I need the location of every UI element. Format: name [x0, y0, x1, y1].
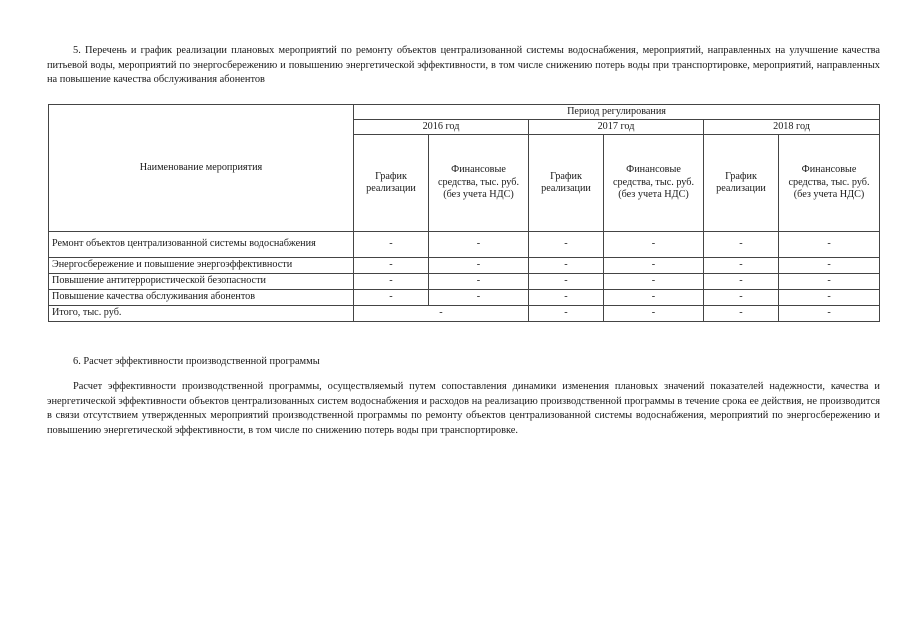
- finance-subheader: Финансовые средства, тыс. руб. (без учета НДС): [779, 135, 880, 232]
- table-cell: -: [429, 232, 529, 258]
- schedule-subheader: График реализации: [704, 135, 779, 232]
- table-cell: -: [354, 290, 429, 306]
- year-header-2018: 2018 год: [704, 120, 880, 135]
- table-cell: -: [354, 232, 429, 258]
- total-row: [49, 306, 880, 322]
- period-header: Период регулирования: [354, 105, 880, 120]
- row-name: Повышение антитеррористической безопасности: [49, 274, 354, 290]
- table-cell: -: [604, 274, 704, 290]
- section-6-heading: 6. Расчет эффективности производственной программы: [73, 356, 320, 367]
- table-cell: -: [529, 290, 604, 306]
- total-cell: -: [604, 306, 704, 322]
- table-cell: -: [429, 290, 529, 306]
- table-cell: -: [704, 258, 779, 274]
- section-6-paragraph: Расчет эффективности производственной программы, осуществляемый путем сопоставления динамики изменения плановых значений показателей надежности, качества и энергетической эффективности объектов централизованных систем водоснабжения и расходов на реализацию производственной программы в течение срока ее действия, не производится в связи отсутствием утвержденных мероприятий производственной программы по ремонту объектов централизованной системы водоснабжения, мероприятий по энергосбережению и повышению энергетической эффективности, в том числе по снижению потерь воды при транспортировке.: [47, 381, 880, 436]
- table-cell: -: [529, 258, 604, 274]
- table-row: [49, 232, 880, 258]
- table-cell: -: [704, 290, 779, 306]
- finance-subheader: Финансовые средства, тыс. руб. (без учета НДС): [429, 135, 529, 232]
- table-cell: -: [604, 258, 704, 274]
- row-name: Энергосбережение и повышение энергоэффективности: [49, 258, 354, 274]
- total-cell: -: [529, 306, 604, 322]
- table-cell: -: [704, 232, 779, 258]
- year-header-2017: 2017 год: [529, 120, 704, 135]
- table-cell: -: [779, 290, 880, 306]
- total-cell: -: [704, 306, 779, 322]
- table-cell: -: [429, 274, 529, 290]
- table-cell: -: [704, 274, 779, 290]
- table-row: [49, 258, 880, 274]
- table-cell: -: [604, 232, 704, 258]
- row-name: Повышение качества обслуживания абонентов: [49, 290, 354, 306]
- table-row: [49, 274, 880, 290]
- total-label: Итого, тыс. руб.: [49, 306, 354, 322]
- measures-table: [48, 104, 880, 322]
- table-cell: -: [354, 258, 429, 274]
- table-cell: -: [429, 258, 529, 274]
- table-row: [49, 290, 880, 306]
- table-cell: -: [604, 290, 704, 306]
- table-cell: -: [529, 232, 604, 258]
- total-cell: -: [354, 306, 529, 322]
- row-name: Ремонт объектов централизованной системы водоснабжения: [49, 232, 354, 258]
- table-cell: -: [779, 274, 880, 290]
- table-cell: -: [779, 232, 880, 258]
- finance-subheader: Финансовые средства, тыс. руб. (без учета НДС): [604, 135, 704, 232]
- total-cell: -: [779, 306, 880, 322]
- year-header-2016: 2016 год: [354, 120, 529, 135]
- schedule-subheader: График реализации: [354, 135, 429, 232]
- table-cell: -: [354, 274, 429, 290]
- section-5-paragraph: 5. Перечень и график реализации плановых мероприятий по ремонту объектов централизованной системы водоснабжения, мероприятий, направленных на улучшение качества питьевой воды, мероприятий по энергосбережению и повышению энергетической эффективности, в том числе снижению потерь воды при транспортировке, мероприятий, направленных на повышение качества обслуживания абонентов: [47, 45, 880, 86]
- schedule-subheader: График реализации: [529, 135, 604, 232]
- name-column-header: Наименование мероприятия: [49, 105, 354, 232]
- table-cell: -: [529, 274, 604, 290]
- table-cell: -: [779, 258, 880, 274]
